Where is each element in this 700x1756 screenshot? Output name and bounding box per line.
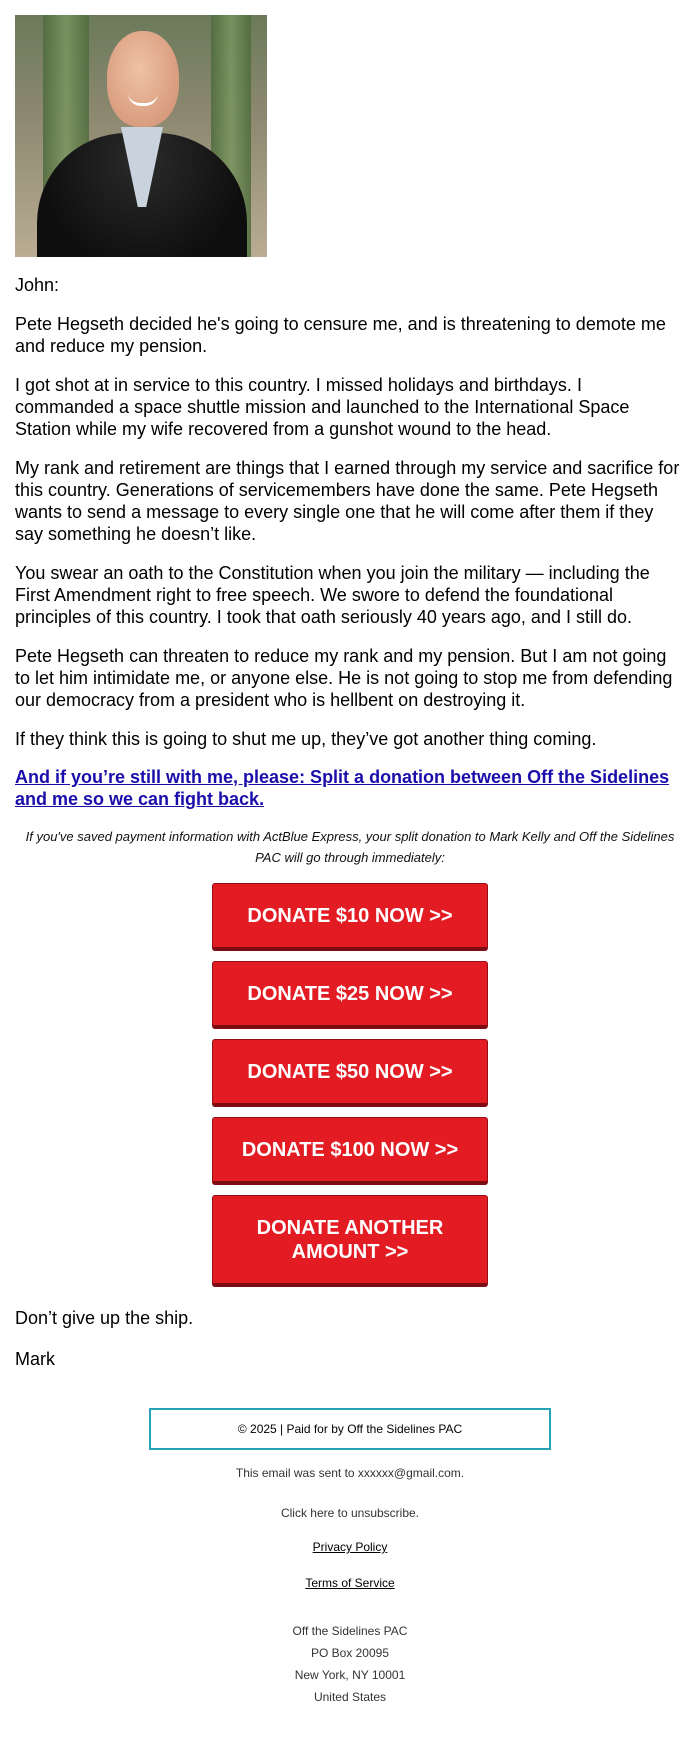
address-line: United States: [313, 1690, 387, 1704]
donate-10-button[interactable]: DONATE $10 NOW >>: [212, 883, 488, 951]
donate-100-button[interactable]: DONATE $100 NOW >>: [212, 1117, 488, 1185]
closing-line: Don’t give up the ship.: [15, 1308, 194, 1328]
signature: Mark: [15, 1349, 55, 1369]
address-line: Off the Sidelines PAC: [292, 1624, 408, 1638]
privacy-policy-link[interactable]: Privacy Policy: [312, 1540, 388, 1554]
paragraph-4: You swear an oath to the Constitution when you join the military — including the First Amendment right to free speech. We swore to defend the foundational principles of this country. I took that oath seriously 40 years ago, and I still do.: [15, 563, 650, 627]
paid-for-disclaimer: © 2025 | Paid for by Off the Sidelines PAC: [149, 1408, 551, 1450]
footer: [15, 1408, 685, 1708]
donate-buttons: [15, 883, 685, 1287]
sent-to-text: This email was sent to xxxxxx@gmail.com.: [235, 1466, 465, 1480]
salutation: John:: [15, 275, 60, 295]
sender-photo: [15, 15, 267, 257]
mailing-address: [293, 1620, 408, 1708]
address-line: PO Box 20095: [310, 1646, 390, 1660]
unsubscribe-link[interactable]: Click here to unsubscribe.: [280, 1506, 420, 1520]
donate-other-amount-button[interactable]: DONATE ANOTHER AMOUNT >>: [212, 1195, 488, 1287]
paragraph-2: I got shot at in service to this country. I missed holidays and birthdays. I commanded a space shuttle mission and launched to the International Space Station while my wife recovered from a gunshot wound to the head.: [15, 375, 630, 439]
email-body: [15, 15, 685, 1708]
actblue-express-note: If you've saved payment information with ActBlue Express, your split donation to Mark Kelly and Off the Sidelines PAC will go through immediately:: [25, 829, 675, 865]
terms-of-service-link[interactable]: Terms of Service: [305, 1576, 395, 1590]
split-donation-link[interactable]: And if you’re still with me, please: Split a donation between Off the Sidelines and me so we can fight back.: [15, 767, 670, 809]
donate-50-button[interactable]: DONATE $50 NOW >>: [212, 1039, 488, 1107]
paragraph-1: Pete Hegseth decided he's going to censure me, and is threatening to demote me and reduce my pension.: [15, 314, 666, 356]
paragraph-6: If they think this is going to shut me up, they’ve got another thing coming.: [15, 729, 597, 749]
paragraph-5: Pete Hegseth can threaten to reduce my rank and my pension. But I am not going to let him intimidate me, or anyone else. He is not going to stop me from defending our democracy from a president who is hellbent on destroying it.: [15, 646, 673, 710]
address-line: New York, NY 10001: [294, 1668, 406, 1682]
donate-25-button[interactable]: DONATE $25 NOW >>: [212, 961, 488, 1029]
paragraph-3: My rank and retirement are things that I earned through my service and sacrifice for this country. Generations of servicemembers have done the same. Pete Hegseth wants to send a message to every single one that he will come after them if they say something he doesn’t like.: [15, 458, 680, 544]
